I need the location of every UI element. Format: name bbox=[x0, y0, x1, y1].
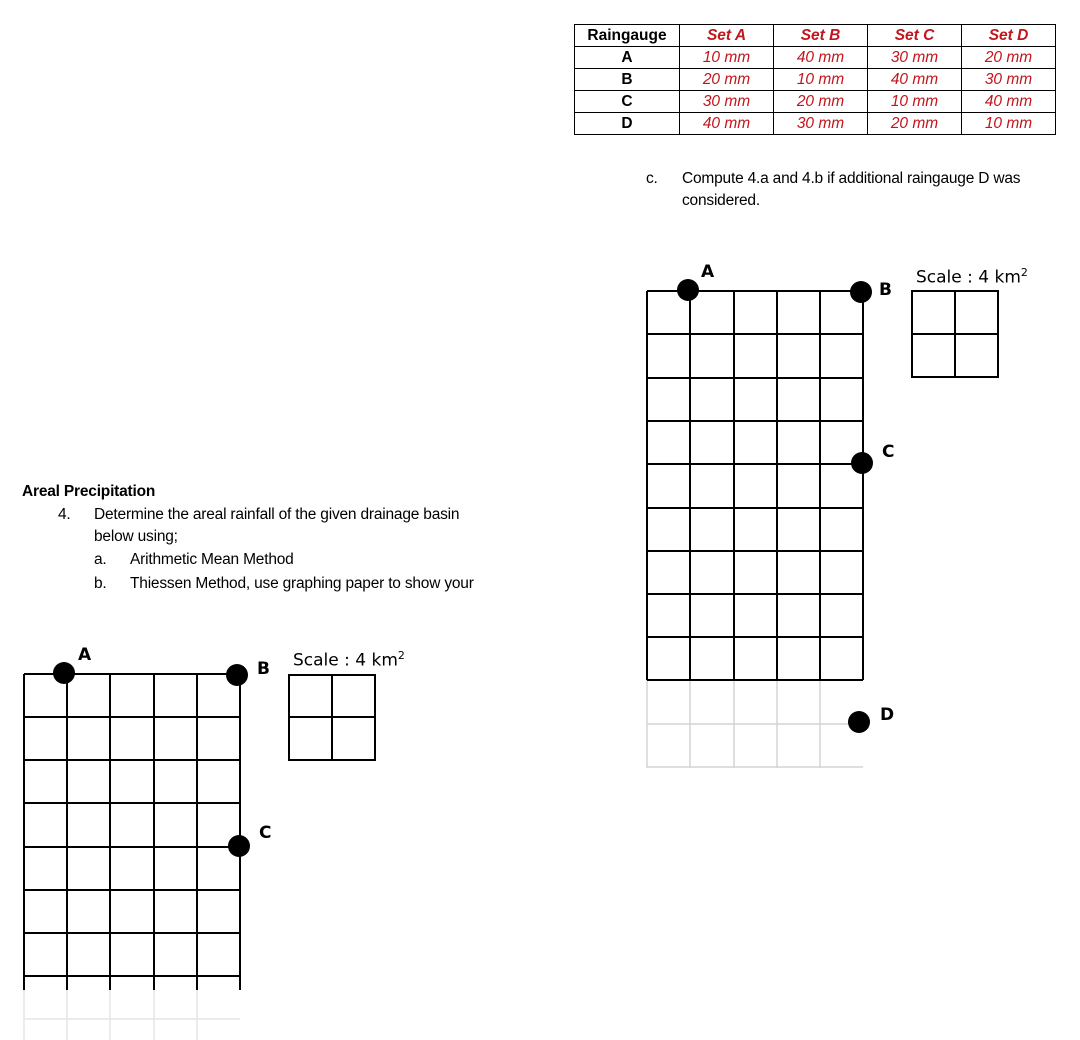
left-scale-box bbox=[289, 675, 375, 760]
label-d: D bbox=[880, 705, 895, 725]
value-cell: 40 mm bbox=[962, 91, 1056, 113]
question-line2: below using; bbox=[94, 528, 178, 545]
value-cell: 20 mm bbox=[774, 91, 868, 113]
label-c: C bbox=[259, 823, 272, 843]
subitem-a-text: Arithmetic Mean Method bbox=[130, 551, 294, 568]
value-cell: 20 mm bbox=[868, 113, 962, 135]
right-basin-grid bbox=[647, 291, 863, 680]
value-cell: 30 mm bbox=[868, 47, 962, 69]
label-a: A bbox=[701, 262, 715, 282]
value-cell: 40 mm bbox=[774, 47, 868, 69]
subitem-a-marker: a. bbox=[94, 551, 107, 568]
left-basin-grid bbox=[24, 674, 240, 990]
gauge-cell: D bbox=[575, 113, 680, 135]
value-cell: 10 mm bbox=[962, 113, 1056, 135]
section-heading: Areal Precipitation bbox=[22, 483, 156, 500]
column-header: Set B bbox=[774, 25, 868, 47]
right-scale-box bbox=[912, 291, 998, 377]
value-cell: 10 mm bbox=[868, 91, 962, 113]
raingauge-c-marker bbox=[851, 452, 873, 474]
value-cell: 30 mm bbox=[774, 113, 868, 135]
question-number: 4. bbox=[58, 506, 71, 523]
label-a: A bbox=[78, 645, 92, 665]
item-c-marker: c. bbox=[646, 170, 658, 187]
column-header: Raingauge bbox=[575, 25, 680, 47]
label-b: B bbox=[879, 280, 892, 300]
column-header: Set A bbox=[680, 25, 774, 47]
value-cell: 40 mm bbox=[680, 113, 774, 135]
column-header: Set D bbox=[962, 25, 1056, 47]
value-cell: 40 mm bbox=[868, 69, 962, 91]
raingauge-a-marker bbox=[53, 662, 75, 684]
value-cell: 30 mm bbox=[962, 69, 1056, 91]
scale-label: Scale : 4 $km^2$ bbox=[293, 649, 405, 671]
left-grid-faded bbox=[24, 990, 240, 1040]
item-c-line1: Compute 4.a and 4.b if additional raingauge D was bbox=[682, 170, 1021, 187]
label-b: B bbox=[257, 659, 270, 679]
raingauge-d-marker bbox=[848, 711, 870, 733]
gauge-cell: C bbox=[575, 91, 680, 113]
value-cell: 20 mm bbox=[962, 47, 1056, 69]
raingauge-a-marker bbox=[677, 279, 699, 301]
subitem-b-text: Thiessen Method, use graphing paper to show your bbox=[130, 575, 474, 592]
value-cell: 20 mm bbox=[680, 69, 774, 91]
value-cell: 30 mm bbox=[680, 91, 774, 113]
item-c-line2: considered. bbox=[682, 192, 760, 209]
label-c: C bbox=[882, 442, 895, 462]
right-grid-faded bbox=[647, 680, 863, 768]
scale-label: Scale : 4 $km^2$ bbox=[916, 266, 1028, 288]
raingauge-c-marker bbox=[228, 835, 250, 857]
raingauge-b-marker bbox=[226, 664, 248, 686]
column-header: Set C bbox=[868, 25, 962, 47]
value-cell: 10 mm bbox=[680, 47, 774, 69]
subitem-b-marker: b. bbox=[94, 575, 107, 592]
raingauge-b-marker bbox=[850, 281, 872, 303]
question-line1: Determine the areal rainfall of the given drainage basin bbox=[94, 506, 460, 523]
value-cell: 10 mm bbox=[774, 69, 868, 91]
gauge-cell: B bbox=[575, 69, 680, 91]
gauge-cell: A bbox=[575, 47, 680, 69]
